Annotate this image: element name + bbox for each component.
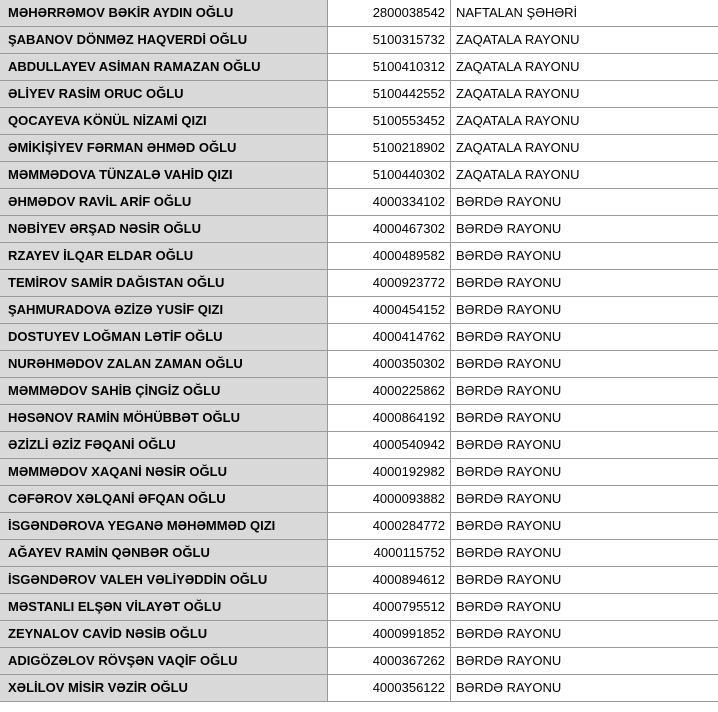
code-cell: 5100442552 (328, 81, 451, 108)
code-cell: 4000991852 (328, 621, 451, 648)
table-row (0, 162, 718, 189)
region-cell: BƏRDƏ RAYONU (451, 486, 718, 513)
table-row (0, 648, 718, 675)
table-row (0, 675, 718, 702)
name-cell: QOCAYEVA KÖNÜL NİZAMİ QIZI (0, 108, 328, 135)
region-cell: BƏRDƏ RAYONU (451, 540, 718, 567)
name-cell: RZAYEV İLQAR ELDAR OĞLU (0, 243, 328, 270)
table-row (0, 351, 718, 378)
code-cell: 4000414762 (328, 324, 451, 351)
region-cell: ZAQATALA RAYONU (451, 81, 718, 108)
region-cell: BƏRDƏ RAYONU (451, 594, 718, 621)
region-cell: BƏRDƏ RAYONU (451, 567, 718, 594)
name-cell: MƏMMƏDOV XAQANİ NƏSİR OĞLU (0, 459, 328, 486)
table-row (0, 459, 718, 486)
name-cell: NƏBİYEV ƏRŞAD NƏSİR OĞLU (0, 216, 328, 243)
code-cell: 5100440302 (328, 162, 451, 189)
name-cell: İSGƏNDƏROV VALEH VƏLİYƏDDİN OĞLU (0, 567, 328, 594)
table-row (0, 432, 718, 459)
region-cell: BƏRDƏ RAYONU (451, 351, 718, 378)
name-cell: AĞAYEV RAMİN QƏNBƏR OĞLU (0, 540, 328, 567)
region-cell: BƏRDƏ RAYONU (451, 378, 718, 405)
table-row (0, 486, 718, 513)
region-cell: BƏRDƏ RAYONU (451, 648, 718, 675)
table-row (0, 621, 718, 648)
region-cell: BƏRDƏ RAYONU (451, 675, 718, 702)
name-cell: İSGƏNDƏROVA YEGANƏ MƏHƏMMƏD QIZI (0, 513, 328, 540)
name-cell: ƏMİKİŞİYEV FƏRMAN ƏHMƏD OĞLU (0, 135, 328, 162)
table-row (0, 54, 718, 81)
region-cell: BƏRDƏ RAYONU (451, 297, 718, 324)
table-row (0, 270, 718, 297)
name-cell: MƏSTANLI ELŞƏN VİLAYƏT OĞLU (0, 594, 328, 621)
name-cell: ABDULLAYEV ASİMAN RAMAZAN OĞLU (0, 54, 328, 81)
name-cell: TEMİROV SAMİR DAĞISTAN OĞLU (0, 270, 328, 297)
code-cell: 4000115752 (328, 540, 451, 567)
code-cell: 4000350302 (328, 351, 451, 378)
table-row (0, 594, 718, 621)
name-cell: CƏFƏROV XƏLQANİ ƏFQAN OĞLU (0, 486, 328, 513)
region-cell: ZAQATALA RAYONU (451, 135, 718, 162)
code-cell: 4000923772 (328, 270, 451, 297)
name-cell: ADIGÖZƏLOV RÖVŞƏN VAQİF OĞLU (0, 648, 328, 675)
region-cell: BƏRDƏ RAYONU (451, 459, 718, 486)
region-cell: ZAQATALA RAYONU (451, 27, 718, 54)
name-cell: MƏHƏRRƏMOV BƏKİR AYDIN OĞLU (0, 0, 328, 27)
region-cell: BƏRDƏ RAYONU (451, 270, 718, 297)
table-row (0, 81, 718, 108)
table-row (0, 189, 718, 216)
name-cell: ŞAHMURADOVA ƏZİZƏ YUSİF QIZI (0, 297, 328, 324)
table-row (0, 0, 718, 27)
region-cell: NAFTALAN ŞƏHƏRİ (451, 0, 718, 27)
table-row (0, 27, 718, 54)
code-cell: 4000367262 (328, 648, 451, 675)
region-cell: BƏRDƏ RAYONU (451, 243, 718, 270)
table-row (0, 108, 718, 135)
region-cell: BƏRDƏ RAYONU (451, 432, 718, 459)
code-cell: 4000795512 (328, 594, 451, 621)
region-cell: ZAQATALA RAYONU (451, 108, 718, 135)
region-cell: BƏRDƏ RAYONU (451, 405, 718, 432)
region-cell: BƏRDƏ RAYONU (451, 216, 718, 243)
table-row (0, 135, 718, 162)
name-cell: NURƏHMƏDOV ZALAN ZAMAN OĞLU (0, 351, 328, 378)
name-cell: MƏMMƏDOVA TÜNZALƏ VAHİD QIZI (0, 162, 328, 189)
code-cell: 4000284772 (328, 513, 451, 540)
code-cell: 4000489582 (328, 243, 451, 270)
name-cell: HƏSƏNOV RAMİN MÖHÜBBƏT OĞLU (0, 405, 328, 432)
code-cell: 4000894612 (328, 567, 451, 594)
name-cell: ƏLİYEV RASİM ORUC OĞLU (0, 81, 328, 108)
code-cell: 5100410312 (328, 54, 451, 81)
code-cell: 5100553452 (328, 108, 451, 135)
code-cell: 5100218902 (328, 135, 451, 162)
name-cell: ƏZİZLİ ƏZİZ FƏQANİ OĞLU (0, 432, 328, 459)
code-cell: 4000356122 (328, 675, 451, 702)
region-cell: BƏRDƏ RAYONU (451, 324, 718, 351)
region-cell: BƏRDƏ RAYONU (451, 513, 718, 540)
name-cell: XƏLİLOV MİSİR VƏZİR OĞLU (0, 675, 328, 702)
name-cell: DOSTUYEV LOĞMAN LƏTİF OĞLU (0, 324, 328, 351)
table-row (0, 405, 718, 432)
region-cell: ZAQATALA RAYONU (451, 54, 718, 81)
name-cell: ƏHMƏDOV RAVİL ARİF OĞLU (0, 189, 328, 216)
table-row (0, 540, 718, 567)
region-cell: ZAQATALA RAYONU (451, 162, 718, 189)
table-row (0, 243, 718, 270)
table-row (0, 378, 718, 405)
region-cell: BƏRDƏ RAYONU (451, 189, 718, 216)
code-cell: 4000225862 (328, 378, 451, 405)
code-cell: 4000540942 (328, 432, 451, 459)
code-cell: 4000093882 (328, 486, 451, 513)
table-row (0, 324, 718, 351)
name-cell: MƏMMƏDOV SAHİB ÇİNGİZ OĞLU (0, 378, 328, 405)
region-cell: BƏRDƏ RAYONU (451, 621, 718, 648)
code-cell: 4000192982 (328, 459, 451, 486)
code-cell: 4000334102 (328, 189, 451, 216)
table-row (0, 567, 718, 594)
code-cell: 4000454152 (328, 297, 451, 324)
code-cell: 2800038542 (328, 0, 451, 27)
code-cell: 4000864192 (328, 405, 451, 432)
code-cell: 4000467302 (328, 216, 451, 243)
table-row (0, 216, 718, 243)
name-cell: ŞABANOV DÖNMƏZ HAQVERDİ OĞLU (0, 27, 328, 54)
table-row (0, 513, 718, 540)
code-cell: 5100315732 (328, 27, 451, 54)
name-cell: ZEYNALOV CAVİD NƏSİB OĞLU (0, 621, 328, 648)
table-row (0, 297, 718, 324)
